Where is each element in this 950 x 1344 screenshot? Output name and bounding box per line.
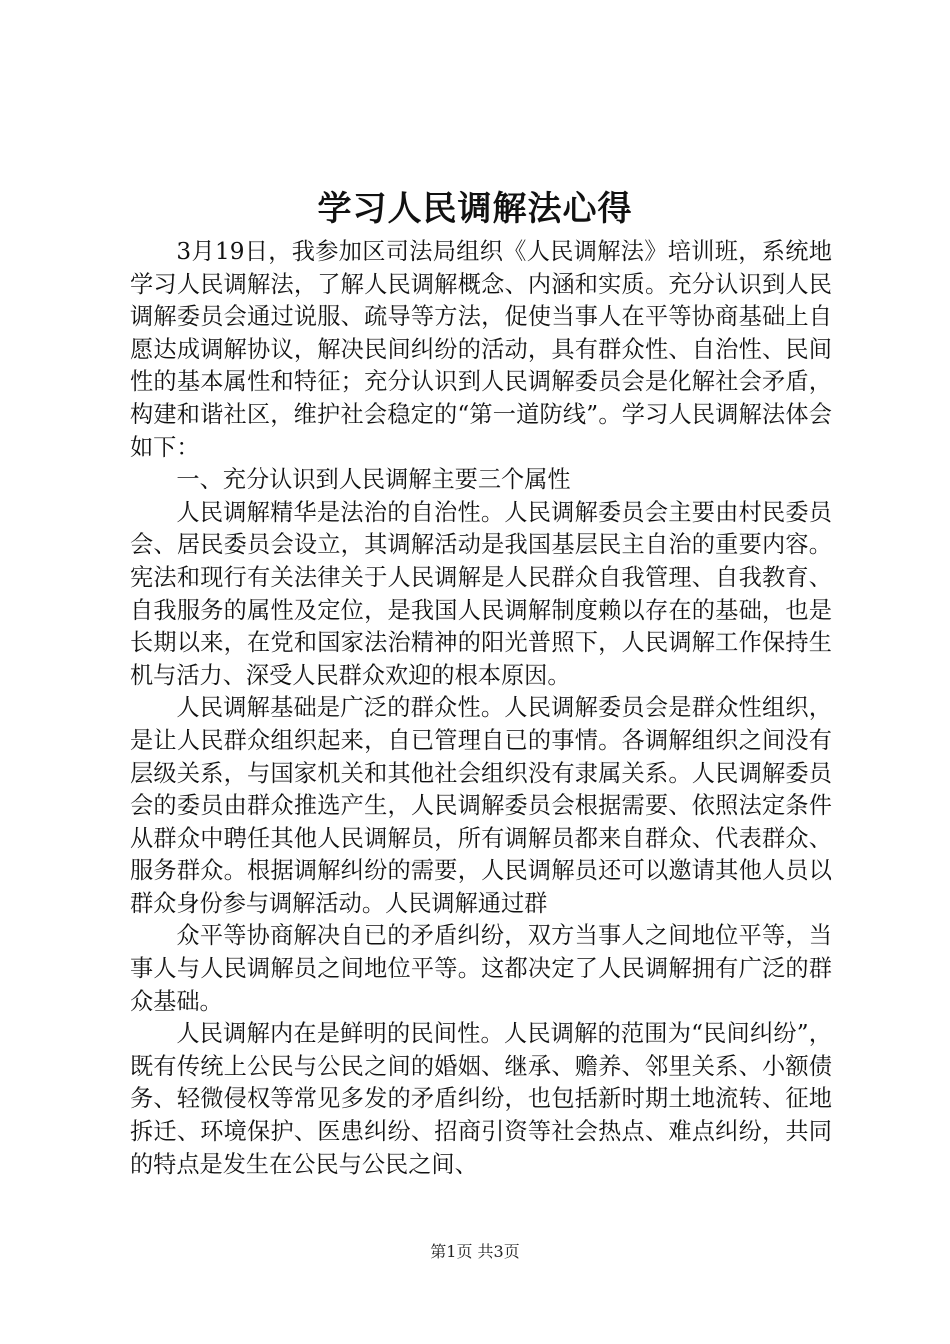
paragraph-intro: 3月19日，我参加区司法局组织《人民调解法》培训班，系统地学习人民调解法，了解人民调解概念、内涵和实质。充分认识到人民调解委员会通过说服、疏导等方法，促使当事人在平等协商基础上自愿达成调解协议，解决民间纠纷的活动，具有群众性、自治性、民间性的基本属性和特征；充分认识到人民调解委员会是化解社会矛盾，构建和谐社区，维护社会稳定的“第一道防线”。学习人民调解法体会如下： bbox=[130, 238, 832, 461]
section-heading: 一、充分认识到人民调解主要三个属性 bbox=[176, 466, 571, 494]
paragraph-mass-nature-continued: 众平等协商解决自已的矛盾纠纷，双方当事人之间地位平等，当事人与人民调解员之间地位平等。这都决定了人民调解拥有广泛的群众基础。 bbox=[130, 922, 832, 1015]
document-title: 学习人民调解法心得 bbox=[317, 189, 633, 229]
document-body bbox=[130, 236, 832, 1181]
paragraph-mass-nature: 人民调解基础是广泛的群众性。人民调解委员会是群众性组织，是让人民群众组织起来，自已管理自已的事情。各调解组织之间没有层级关系，与国家机关和其他社会组织没有隶属关系。人民调解委员会的委员由群众推选产生，人民调解委员会根据需要、依照法定条件从群众中聘任其他人民调解员，所有调解员都来自群众、代表群众、服务群众。根据调解纠纷的需要，人民调解员还可以邀请其他人员以群众身份参与调解活动。人民调解通过群 bbox=[130, 694, 832, 917]
paragraph-civil-nature: 人民调解内在是鲜明的民间性。人民调解的范围为“民间纠纷”，既有传统上公民与公民之间的婚姻、继承、赡养、邻里关系、小额债务、轻微侵权等常见多发的矛盾纠纷，也包括新时期土地流转、征地拆迁、环境保护、医患纠纷、招商引资等社会热点、难点纠纷，共同的特点是发生在公民与公民之间、 bbox=[130, 1020, 832, 1178]
page-footer: 第1页 共3页 bbox=[430, 1242, 520, 1261]
paragraph-autonomy: 人民调解精华是法治的自治性。人民调解委员会主要由村民委员会、居民委员会设立，其调解活动是我国基层民主自治的重要内容。宪法和现行有关法律关于人民调解是人民群众自我管理、自我教育、自我服务的属性及定位，是我国人民调解制度赖以存在的基础，也是长期以来，在党和国家法治精神的阳光普照下，人民调解工作保持生机与活力、深受人民群众欢迎的根本原因。 bbox=[130, 498, 832, 689]
